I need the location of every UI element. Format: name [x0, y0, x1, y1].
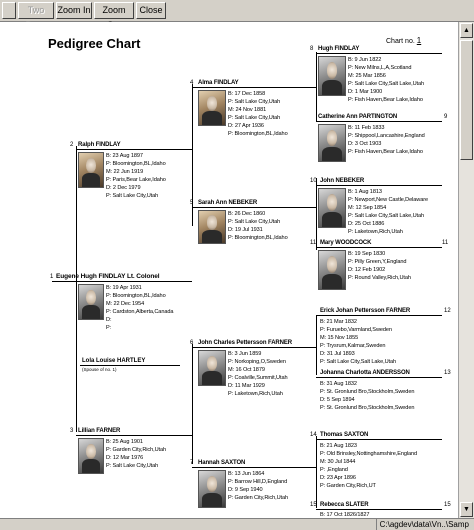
spouse-name[interactable]: Lola Louise HARTLEY: [82, 358, 146, 364]
person-9-details: B: 11 Feb 1833 P: Shippool,Lancashire,England D: 3 Oct 1903 P: Fish Haven,Bear Lake,Idaho: [348, 125, 425, 155]
person-10-number: 10: [310, 178, 317, 184]
person-9-number: 9: [444, 114, 448, 120]
person-2-number: 2: [70, 142, 74, 148]
person-7-photo: [198, 470, 226, 508]
person-15-line: [316, 509, 442, 510]
person-8-details: B: 9 Jun 1822 P: New Milns,L,A,Scotland M: 25 Mar 1856 P: Salt Lake City,Salt Lake,Utah D: 1 Mar 1900 P: Fish Haven,Bear Lake,Idaho: [348, 57, 424, 103]
person-3-details: B: 25 Aug 1901 P: Garden City,Rich,Utah D: 12 Mar 1976 P: Salt Lake City,Utah: [106, 439, 166, 469]
chart-number-value: 1: [416, 36, 422, 45]
person-15-number: 15: [310, 502, 317, 508]
person-15-details: B: 17 Oct 1826/1827: [320, 512, 370, 518]
connector-1: [76, 146, 77, 432]
close-button[interactable]: Close: [136, 2, 166, 19]
person-11-details: B: 19 Sep 1830 P: Pilly Green,Y,England D: 12 Feb 1902 P: Round Valley,Rich,Utah: [348, 251, 411, 281]
person-7-details: B: 13 Jun 1864 P: Barrow Hill,D,England D: 9 Sep 1940 P: Garden City,Rich,Utah: [228, 471, 288, 501]
person-14-number: 14: [310, 432, 317, 438]
person-5-number: 5: [190, 200, 194, 206]
spouse-note: (Spouse of no. 1): [82, 367, 117, 372]
person-1-name[interactable]: Eugene Hugh FINDLAY Lt. Colonel: [56, 273, 160, 280]
person-1-photo: [78, 284, 104, 320]
person-13-details: B: 31 Aug 1832 P: St. Gronlund Bro,Stockholm,Sweden D: 5 Sep 1894 P: St. Gronlund Bro,Stockholm,Sweden: [320, 381, 415, 411]
person-9-name[interactable]: Catherine Ann PARTINGTON: [318, 114, 398, 120]
person-5-photo: [198, 210, 226, 244]
person-14-line: [316, 439, 442, 440]
person-10-line: [316, 185, 442, 186]
person-11-name[interactable]: Mary WOODCOCK: [320, 240, 372, 246]
person-3-number: 3: [70, 428, 74, 434]
person-11-number: 11: [442, 240, 449, 246]
person-11-line: [316, 247, 442, 248]
person-4-photo: [198, 90, 226, 126]
status-bar: [0, 518, 474, 530]
person-13-name[interactable]: Johanna Charlotta ANDERSSON: [320, 370, 410, 376]
scroll-down-arrow-icon[interactable]: ▼: [460, 502, 473, 517]
person-11-number-left: 11: [310, 240, 317, 246]
person-6-number: 6: [190, 340, 194, 346]
person-11-photo: [318, 250, 346, 290]
person-2-name[interactable]: Ralph FINDLAY: [78, 142, 121, 148]
person-4-line: [192, 87, 316, 88]
person-15-name[interactable]: Rebecca SLATER: [320, 502, 369, 508]
person-9-line: [316, 121, 442, 122]
connector-6: [316, 315, 317, 375]
person-6-photo: [198, 350, 226, 386]
zoom-in-button[interactable]: Zoom In: [56, 2, 92, 19]
person-3-line: [76, 435, 192, 436]
person-1-number: 1: [50, 274, 54, 280]
person-14-details: B: 21 Aug 1823 P: Old Brinsley,Nottinghamshire,England M: 30 Jul 1844 P: ,England D: 23 Apr 1896 P: Garden City,Rich,UT: [320, 443, 418, 489]
two-page-button[interactable]: Two: [18, 2, 54, 19]
preview-toolbar: [0, 0, 474, 22]
person-2-details: B: 23 Aug 1897 P: Bloomington,BL,Idaho M: 22 Jun 1919 P: Paris,Bear Lake,Idaho D: 2 Dec 1979 P: Salt Lake City,Utah: [106, 153, 166, 199]
person-1-line: [52, 281, 192, 282]
person-6-line: [192, 347, 316, 348]
person-6-details: B: 3 Jun 1859 P: Norkoping,O,Sweden M: 16 Oct 1879 P: Coalville,Summit,Utah D: 11 Mar 1929 P: Laketown,Rich,Utah: [228, 351, 288, 397]
person-1-details: B: 19 Apr 1931 P: Bloomington,BL,Idaho M: 22 Dec 1954 P: Cardston,Alberta,Canada D: P:: [106, 285, 174, 331]
print-preview-page: [0, 22, 458, 518]
person-13-line: [316, 377, 442, 378]
person-12-name[interactable]: Erick Johan Pettersson FARNER: [320, 308, 411, 314]
person-8-number: 8: [310, 46, 314, 52]
connector-4: [316, 52, 317, 122]
scroll-up-arrow-icon[interactable]: ▲: [460, 23, 473, 38]
person-3-name[interactable]: Lillian FARNER: [78, 428, 121, 434]
chart-number-label: Chart no.: [386, 38, 415, 45]
person-13-number: 13: [444, 370, 451, 376]
person-2-photo: [78, 152, 104, 188]
person-3-photo: [78, 438, 104, 474]
person-2-line: [76, 149, 192, 150]
person-7-number: 7: [190, 460, 194, 466]
person-12-number: 12: [444, 308, 451, 314]
person-5-name[interactable]: Sarah Ann NEBEKER: [198, 200, 258, 206]
chart-title: Pedigree Chart: [48, 36, 141, 51]
person-10-photo: [318, 188, 346, 228]
person-5-details: B: 26 Dec 1860 P: Salt Lake City,Utah D: 19 Jul 1931 P: Bloomington,BL,Idaho: [228, 211, 288, 241]
person-15-number-right: 15: [444, 502, 451, 508]
person-8-line: [316, 53, 442, 54]
spouse-line: [80, 365, 180, 366]
toolbar-first-button[interactable]: [2, 2, 16, 19]
person-8-name[interactable]: Hugh FINDLAY: [318, 46, 360, 52]
person-12-line: [316, 315, 442, 316]
scroll-thumb[interactable]: [460, 40, 473, 160]
person-12-details: B: 21 Mar 1832 P: Furuebo,Varmland,Sweden M: 15 Nov 1855 P: Trysrum,Kalmar,Sweden D: 31 Jul 1893 P: Salt Lake City,Salt Lake,Utah: [320, 319, 396, 365]
zoom-out-button[interactable]: Zoom: [94, 2, 134, 19]
status-path: C:\agdev\data\Vn..\Samp: [376, 519, 472, 530]
person-4-name[interactable]: Alma FINDLAY: [198, 80, 239, 86]
chart-number: [386, 36, 421, 45]
vertical-scrollbar[interactable]: [458, 22, 474, 518]
person-8-photo: [318, 56, 346, 96]
person-14-name[interactable]: Thomas SAXTON: [320, 432, 369, 438]
person-4-number: 4: [190, 80, 194, 86]
connector-7: [316, 436, 317, 508]
person-6-name[interactable]: John Charles Pettersson FARNER: [198, 340, 293, 346]
person-4-details: B: 17 Dec 1858 P: Salt Lake City,Utah M: 24 Nov 1881 P: Salt Lake City,Utah D: 27 Apr 1936 P: Bloomington,BL,Idaho: [228, 91, 288, 137]
person-7-line: [192, 467, 316, 468]
person-9-photo: [318, 124, 346, 162]
connector-3: [192, 344, 193, 464]
person-10-name[interactable]: John NEBEKER: [320, 178, 365, 184]
person-10-details: B: 1 Aug 1813 P: Newport,New Castle,Delaware M: 12 Sep 1854 P: Salt Lake City,Salt Lake,Utah D: 25 Oct 1886 P: Laketown,Rich,Utah: [348, 189, 429, 235]
person-7-name[interactable]: Hannah SAXTON: [198, 460, 246, 466]
person-5-line: [192, 207, 316, 208]
